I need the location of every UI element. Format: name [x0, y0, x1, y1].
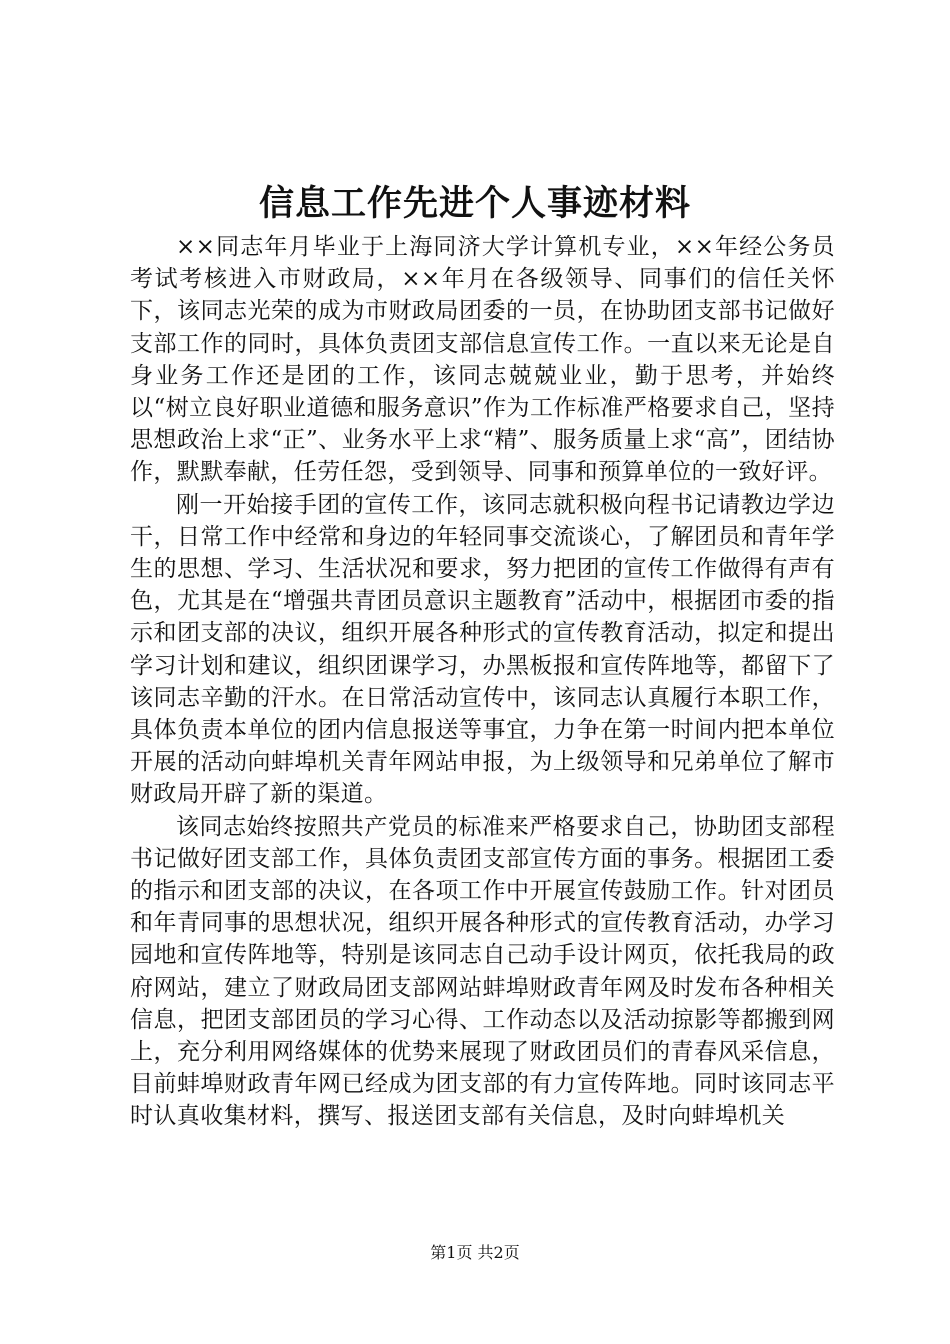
body-paragraph-1: ××同志年月毕业于上海同济大学计算机专业，××年经公务员考试考核进入市财政局，××年月在各级领导、同事们的信任关怀下，该同志光荣的成为市财政局团委的一员，在协助团支部书记做好支部工作的同时，具体负责团支部信息宣传工作。一直以来无论是自身业务工作还是团的工作，该同志兢兢业业，勤于思考，并始终以“树立良好职业道德和服务意识”作为工作标准严格要求自己，坚持思想政治上求“正”、业务水平上求“精”、服务质量上求“高”，团结协作，默默奉献，任劳任怨，受到领导、同事和预算单位的一致好评。 [130, 234, 835, 486]
document-body [130, 231, 835, 1133]
body-paragraph-3: 该同志始终按照共产党员的标准来严格要求自己，协助团支部程书记做好团支部工作，具体负责团支部宣传方面的事务。根据团工委的指示和团支部的决议，在各项工作中开展宣传鼓励工作。针对团员和年青同事的思想状况，组织开展各种形式的宣传教育活动，办学习园地和宣传阵地等，特别是该同志自己动手设计网页，依托我局的政府网站，建立了财政局团支部网站蚌埠财政青年网及时发布各种相关信息，把团支部团员的学习心得、工作动态以及活动掠影等都搬到网上，充分利用网络媒体的优势来展现了财政团员们的青春风采信息，目前蚌埠财政青年网已经成为团支部的有力宣传阵地。同时该同志平时认真收集材料，撰写、报送团支部有关信息，及时向蚌埠机关 [130, 813, 835, 1130]
page-number-footer: 第1页 共2页 [430, 1243, 520, 1262]
body-paragraph-2: 刚一开始接手团的宣传工作，该同志就积极向程书记请教边学边干，日常工作中经常和身边的年轻同事交流谈心，了解团员和青年学生的思想、学习、生活状况和要求，努力把团的宣传工作做得有声有色，尤其是在“增强共青团员意识主题教育”活动中，根据团市委的指示和团支部的决议，组织开展各种形式的宣传教育活动，拟定和提出学习计划和建议，组织团课学习，办黑板报和宣传阵地等，都留下了该同志辛勤的汗水。在日常活动宣传中，该同志认真履行本职工作，具体负责本单位的团内信息报送等事宜，力争在第一时间内把本单位开展的活动向蚌埠机关青年网站申报，为上级领导和兄弟单位了解市财政局开辟了新的渠道。 [130, 491, 835, 808]
document-title: 信息工作先进个人事迹材料 [258, 183, 691, 224]
